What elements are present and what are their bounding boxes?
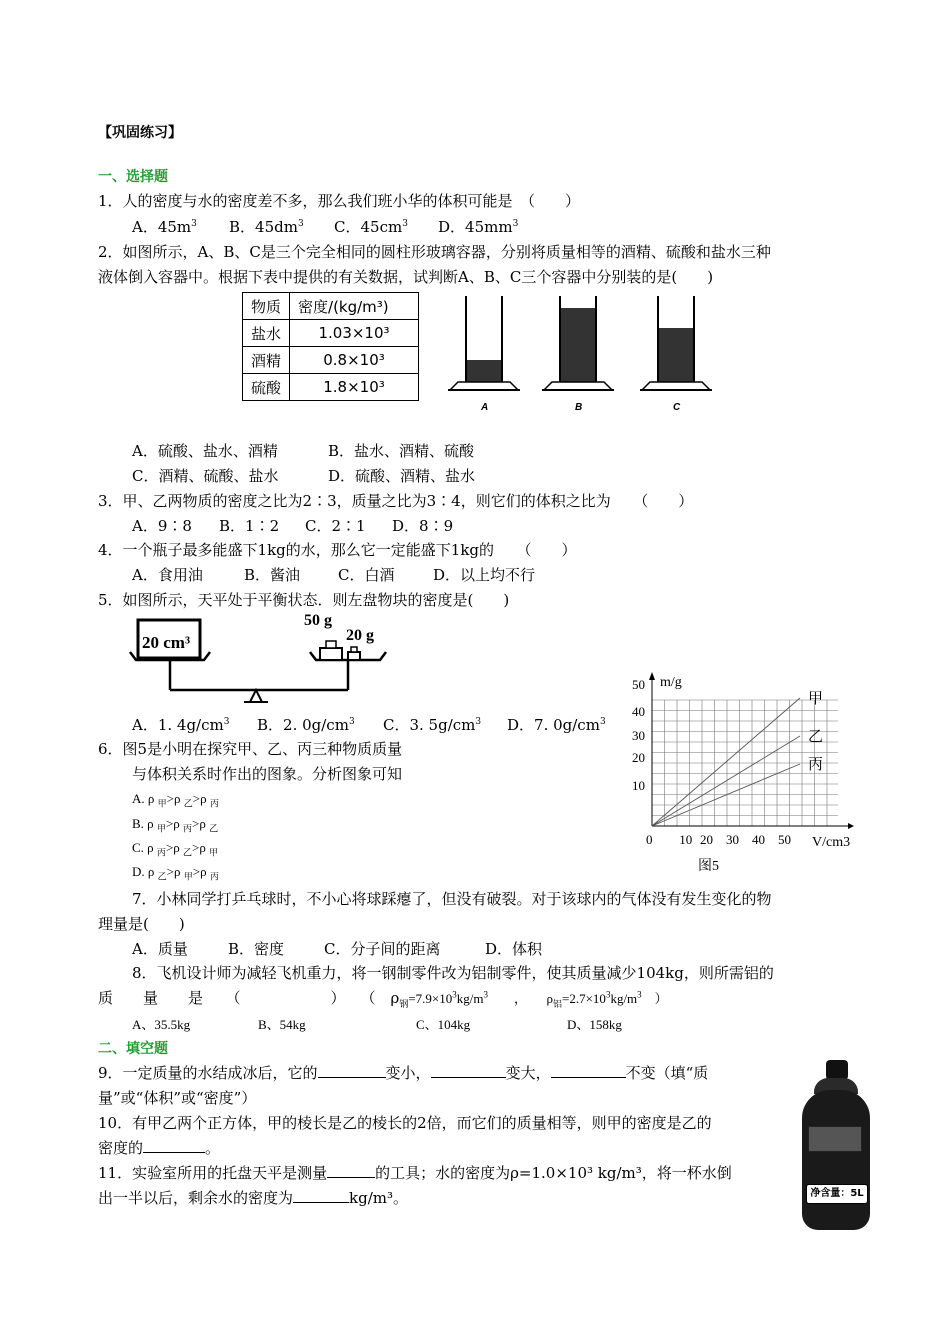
container-c: [640, 296, 712, 390]
q6-line1: 6．图5是小明在探究甲、乙、丙三种物质质量: [98, 740, 403, 758]
q8-sub-steel: 钢: [399, 1000, 409, 1010]
q10-a: 密度的: [98, 1139, 144, 1157]
x-tick-label: 0: [646, 832, 653, 847]
weight-20g: [348, 647, 360, 660]
q5-opt-b: B．2. $0g/cm^3$: [257, 716, 355, 734]
q9-a: 9．一定质量的水结成冰后，它的: [98, 1064, 318, 1082]
q10-line1: 10．有甲乙两个正方体，甲的棱长是乙的棱长的2倍，而它们的质量相等，则甲的密度是乙的: [98, 1114, 712, 1132]
q6-opt-c: C. ρ $_丙$>ρ $_乙$>ρ $_甲$: [132, 840, 219, 858]
q8-opt-d: D、158kg: [567, 1017, 622, 1032]
x-tick-label: 40: [752, 832, 765, 847]
block-label: 20 cm³: [142, 633, 191, 652]
q8-line2-c: $=7.9\times 10^3kg/m^3$ ， ρ: [408, 989, 553, 1006]
section-choice: 一、选择题: [98, 169, 168, 185]
q7-line1: 7．小林同学打乒乓球时，不小心将球踩瘪了，但没有破裂。对于该球内的气体没有发生变化的物: [132, 890, 772, 908]
y-tick-label: 10: [632, 778, 645, 793]
x-axis-arrow: [848, 823, 854, 829]
q9-d: 不变（填“质: [625, 1064, 709, 1082]
y-tick-label: 20: [632, 750, 645, 765]
q3-opt-d: D．8∶9: [392, 517, 454, 535]
q3-opt-b: B．1∶2: [219, 517, 280, 535]
q7-line2: 理量是( ): [98, 915, 185, 933]
q4-text: 4．一个瓶子最多能盛下1kg的水，那么它一定能盛下1kg的 （ ）: [98, 541, 577, 559]
q4-opt-c: C．白酒: [338, 566, 395, 584]
bottle-brand-band: [808, 1126, 862, 1152]
weight-50g-label: 50 g: [304, 612, 332, 629]
x-axis-label: V/cm3: [812, 835, 851, 850]
q8-line1: 8．飞机设计师为减轻飞机重力，将一钢制零件改为铝制零件，使其质量减少104kg，则所需铝的: [132, 964, 774, 982]
y-tick-label: 30: [632, 728, 645, 743]
container-a: [448, 296, 520, 390]
series-line-1: [652, 698, 800, 826]
series-line-2: [652, 736, 800, 826]
q6-line2: 与体积关系时作出的图象。分析图象可知: [132, 765, 403, 783]
q1-opt-d: D．$45mm^3$: [438, 218, 519, 236]
q11-d: kg/m³。: [349, 1189, 408, 1207]
table-cell: 硫酸: [243, 374, 290, 401]
balance-figure: [126, 610, 396, 706]
q7-opt-d: D．体积: [485, 940, 543, 958]
y-tick-label: 40: [632, 704, 645, 719]
series-label: 乙: [808, 727, 824, 745]
bottle-volume-label: 净含量：5L: [806, 1184, 868, 1204]
table-cell: 0.8×10³: [290, 347, 419, 374]
q8-sub-al: 铝: [553, 1000, 563, 1010]
weight-20g-label: 20 g: [346, 627, 374, 644]
q6-opt-b: B. ρ $_甲$>ρ $_丙$>ρ $_乙$: [132, 816, 219, 834]
container-label-b: B: [575, 402, 583, 413]
q1-text: 1．人的密度与水的密度差不多，那么我们班小华的体积可能是 （ ）: [98, 192, 581, 210]
q4-opt-a: A．食用油: [132, 566, 203, 584]
bottle-cap: [826, 1060, 848, 1080]
q2-opt-b: B．盐水、酒精、硫酸: [328, 442, 475, 460]
q1-opt-a: A．$45m^3$: [132, 218, 197, 236]
x-tick-label: 50: [778, 832, 791, 847]
q4-opt-d: D．以上均不行: [433, 566, 536, 584]
table-head-density: 密度/(kg/m³): [290, 293, 419, 320]
q8-line2: [98, 987, 668, 1010]
section-fill: 二、填空题: [98, 1041, 168, 1057]
q10-b: 。: [205, 1139, 221, 1157]
series-label: 丙: [808, 755, 824, 773]
series-label: 甲: [808, 689, 824, 707]
x-tick-label: 20: [700, 832, 713, 847]
page-header: 【巩固练习】: [98, 125, 182, 141]
q3-opt-c: C．2∶1: [305, 517, 366, 535]
blank-1[interactable]: [318, 1063, 386, 1078]
q3-text: 3．甲、乙两物质的密度之比为2∶3，质量之比为3∶4，则它们的体积之比为 （ ）: [98, 492, 694, 510]
water-bottle-image: [800, 1060, 872, 1232]
q2-opt-c: C．酒精、硫酸、盐水: [132, 467, 279, 485]
q2-opt-a: A．硫酸、盐水、酒精: [132, 442, 278, 460]
q5-opt-a: A．1. $4g/cm^3$: [132, 716, 230, 734]
q7-opt-a: A．质量: [132, 940, 188, 958]
blank-2[interactable]: [431, 1063, 506, 1078]
container-label-a: A: [481, 402, 489, 413]
q2-line2: 液体倒入容器中。根据下表中提供的有关数据，试判断A、B、C三个容器中分别装的是( ): [98, 268, 714, 286]
container-b: [542, 296, 614, 390]
q8-opt-a: A、35.5kg: [132, 1017, 191, 1032]
q9-b: 变小，: [385, 1064, 431, 1082]
table-cell: 酒精: [243, 347, 290, 374]
q5-opt-c: C．3. $5g/cm^3$: [383, 716, 482, 734]
containers-figure: [440, 292, 740, 416]
weight-50g: [320, 641, 342, 660]
table-head-substance: 物质: [243, 293, 290, 320]
blank-4[interactable]: [143, 1138, 205, 1153]
q7-opt-c: C．分子间的距离: [324, 940, 441, 958]
q8-opt-b: B、54kg: [258, 1017, 306, 1032]
q6-opt-a: A. ρ $_甲$>ρ $_乙$>ρ $_丙$: [132, 791, 219, 809]
y-axis-label: m/g: [660, 675, 682, 690]
q8-opt-c: C、104kg: [416, 1017, 471, 1032]
container-label-c: C: [673, 402, 681, 413]
density-table: [242, 292, 419, 401]
q9-c: 变大，: [505, 1064, 551, 1082]
y-axis-arrow: [649, 672, 655, 680]
mass-volume-chart: [622, 668, 862, 880]
q2-opt-d: D．硫酸、酒精、盐水: [328, 467, 476, 485]
q1-opt-b: B．$45dm^3$: [229, 218, 304, 236]
q10-line2: [98, 1137, 220, 1158]
bottle-body: [802, 1090, 870, 1230]
q11-b: 的工具；水的密度为ρ=1.0×10³ kg/m³，将一杯水倒: [375, 1164, 732, 1182]
q11-line1: [98, 1162, 732, 1183]
chart-title: 图5: [698, 859, 719, 874]
q8-line2-a: 质 量 是 （ ） （ ρ: [98, 989, 400, 1007]
table-cell: 1.8×10³: [290, 374, 419, 401]
q11-line2: [98, 1187, 408, 1208]
blank-6[interactable]: [293, 1188, 349, 1203]
q8-line2-e: $=2.7\times 10^3kg/m^3$ ）: [562, 989, 668, 1006]
q9-line1: [98, 1062, 708, 1083]
q11-a: 11．实验室所用的托盘天平是测量: [98, 1164, 328, 1182]
q7-opt-b: B．密度: [228, 940, 285, 958]
q5-text: 5．如图所示，天平处于平衡状态．则左盘物块的密度是( ): [98, 591, 510, 609]
table-cell: 盐水: [243, 320, 290, 347]
q5-opt-d: D．7. $0g/cm^3$: [507, 716, 606, 734]
blank-3[interactable]: [551, 1063, 626, 1078]
q6-opt-d: D. ρ $_乙$>ρ $_甲$>ρ $_丙$: [132, 864, 219, 882]
x-tick-label: 30: [726, 832, 739, 847]
q11-c: 出一半以后，剩余水的密度为: [98, 1189, 294, 1207]
q4-opt-b: B．酱油: [244, 566, 301, 584]
y-tick-label: 50: [632, 677, 645, 692]
q9-line2: 量”或“体积”或“密度”）: [98, 1089, 257, 1107]
x-tick-label: 10: [679, 832, 693, 847]
q2-line1: 2．如图所示，A、B、C是三个完全相同的圆柱形玻璃容器，分别将质量相等的酒精、硫酸和盐水三种: [98, 243, 771, 261]
table-cell: 1.03×10³: [290, 320, 419, 347]
q1-opt-c: C．$45cm^3$: [334, 218, 408, 236]
blank-5[interactable]: [327, 1163, 375, 1178]
q3-opt-a: A．9∶8: [132, 517, 192, 535]
